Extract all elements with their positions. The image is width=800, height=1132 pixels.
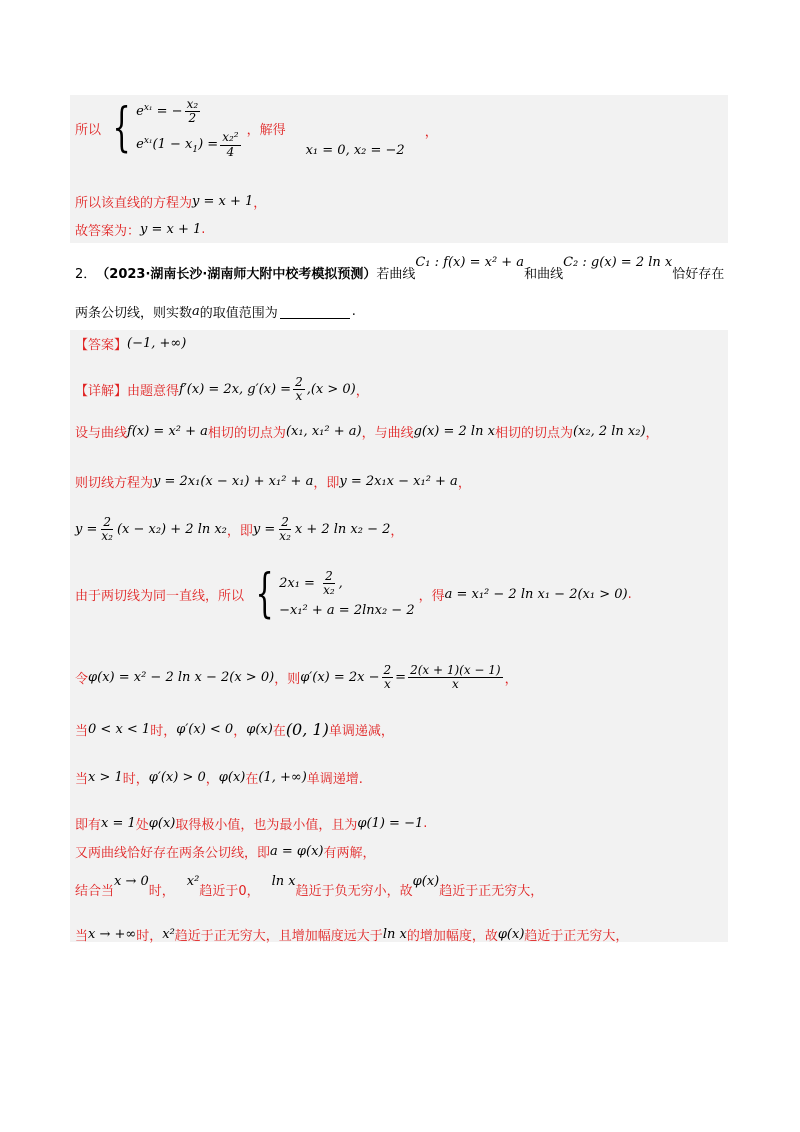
line-detail-8: 当 x > 1 时， φ′(x) > 0 ， φ(x) 在 (1, +∞) 单调递增. xyxy=(75,770,363,787)
line-detail-10: 又两曲线恰好存在两条公切线，即 a = φ(x) 有两解， xyxy=(75,844,376,861)
line-detail-7: 当 0 < x < 1 时， φ′(x) < 0 ， φ(x) 在 (0, 1) 单调递减， xyxy=(75,720,394,739)
question-source: （2023·湖南长沙·湖南师大附中校考模拟预测） xyxy=(96,267,377,282)
line-system-1: 所以 { $e^{x_1}$ = − $\frac{\text{x₂}}{2}$ $e^{x_1}(1 - x_1)$ = $\frac{\text{x₂²}}{4}$ ，解得 x₁ = 0, x₂ = −2 ， xyxy=(75,97,438,159)
line-detail-12: 当 x → +∞ 时， x² 趋近于正无穷大，且增加幅度远大于 ln x 的增加幅度，故 φ(x) 趋近于正无穷大， xyxy=(75,927,629,944)
line-answer-label xyxy=(75,334,186,353)
line-detail-11: 结合当 x → 0 时， x² 趋近于0， ln x 趋近于负无穷小，故 φ(x) 趋近于正无穷大， xyxy=(75,874,544,899)
answer-label: 【答案】 xyxy=(75,338,128,353)
question-2-line-2: 两条公切线，则实数 a 的取值范围为 . xyxy=(75,304,356,321)
math-line-eq: y = x + 1 xyxy=(192,194,254,209)
line-detail-6: 令 φ(x) = x² − 2 ln x − 2(x > 0) ，则 φ′(x) = 2x − $\frac{2}{x}$ = $\frac{2(x + 1)(x - 1)}{x}$ ， xyxy=(75,663,518,692)
text-suoyi: 所以 xyxy=(75,122,102,138)
line-detail-3: 则切线方程为 y = 2x₁(x − x₁) + x₁² + a ，即 y = 2x₁x − x₁² + a ， xyxy=(75,474,471,491)
curve-c2: C₂ : g(x) = 2 ln x xyxy=(563,255,673,270)
solution-values: x₁ = 0, x₂ = −2 xyxy=(305,142,405,158)
detail-label: 【详解】 xyxy=(75,384,128,400)
answer-blank xyxy=(280,304,350,319)
equation-system-1: { $e^{x_1}$ = − $\frac{\text{x₂}}{2}$ $e^{x_1}(1 - x_1)$ = $\frac{\text{x₂²}}{4}$ xyxy=(112,97,239,159)
line-detail-1: 【详解】 由题意得 f′(x) = 2x, g′(x) = $\frac{2}{x}$ ,(x > 0) ， xyxy=(75,375,369,404)
text-jiede: ，解得 xyxy=(246,122,286,138)
line-detail-5: 由于两切线为同一直线，所以 { 2x₁ = $\frac{2}{\text{x₂}}$ , −x₁² + a = 2lnx₂ − 2 ，得 a = x₁² − 2 ln x₁ − 2(x₁ > 0) . xyxy=(75,564,632,624)
math-answer-1: y = x + 1 xyxy=(140,222,202,237)
question-2-line-1: 2． （2023·湖南长沙·湖南师大附中校考模拟预测） 若曲线 C₁ : f(x) = x² + a 和曲线 C₂ : g(x) = 2 ln x 恰好存在 xyxy=(75,255,725,282)
line-answer-1: 故答案为： y = x + 1 . xyxy=(75,222,206,239)
line-detail-9: 即有 x = 1 处 φ(x) 取得极小值，也为最小值，且为 φ(1) = −1 . xyxy=(75,816,428,833)
line-detail-4: y = $\frac{2}{\text{x₂}}$ (x − x₂) + 2 ln x₂ ，即 y = $\frac{2}{\text{x₂}}$ x + 2 ln x₂ − 2 ， xyxy=(75,515,404,544)
line-detail-2: 设与曲线 f(x) = x² + a 相切的切点为 (x₁, x₁² + a) ，与曲线 g(x) = 2 ln x 相切的切点为 (x₂, 2 ln x₂) ， xyxy=(75,424,659,441)
curve-c1: C₁ : f(x) = x² + a xyxy=(415,255,525,270)
question-number: 2． xyxy=(75,267,97,282)
equation-system-2: { 2x₁ = $\frac{2}{\text{x₂}}$ , −x₁² + a = 2lnx₂ − 2 xyxy=(255,564,415,624)
line-line-equation: 所以该直线的方程为 y = x + 1 ， xyxy=(75,194,267,211)
answer-range: (−1, +∞) xyxy=(127,336,187,351)
